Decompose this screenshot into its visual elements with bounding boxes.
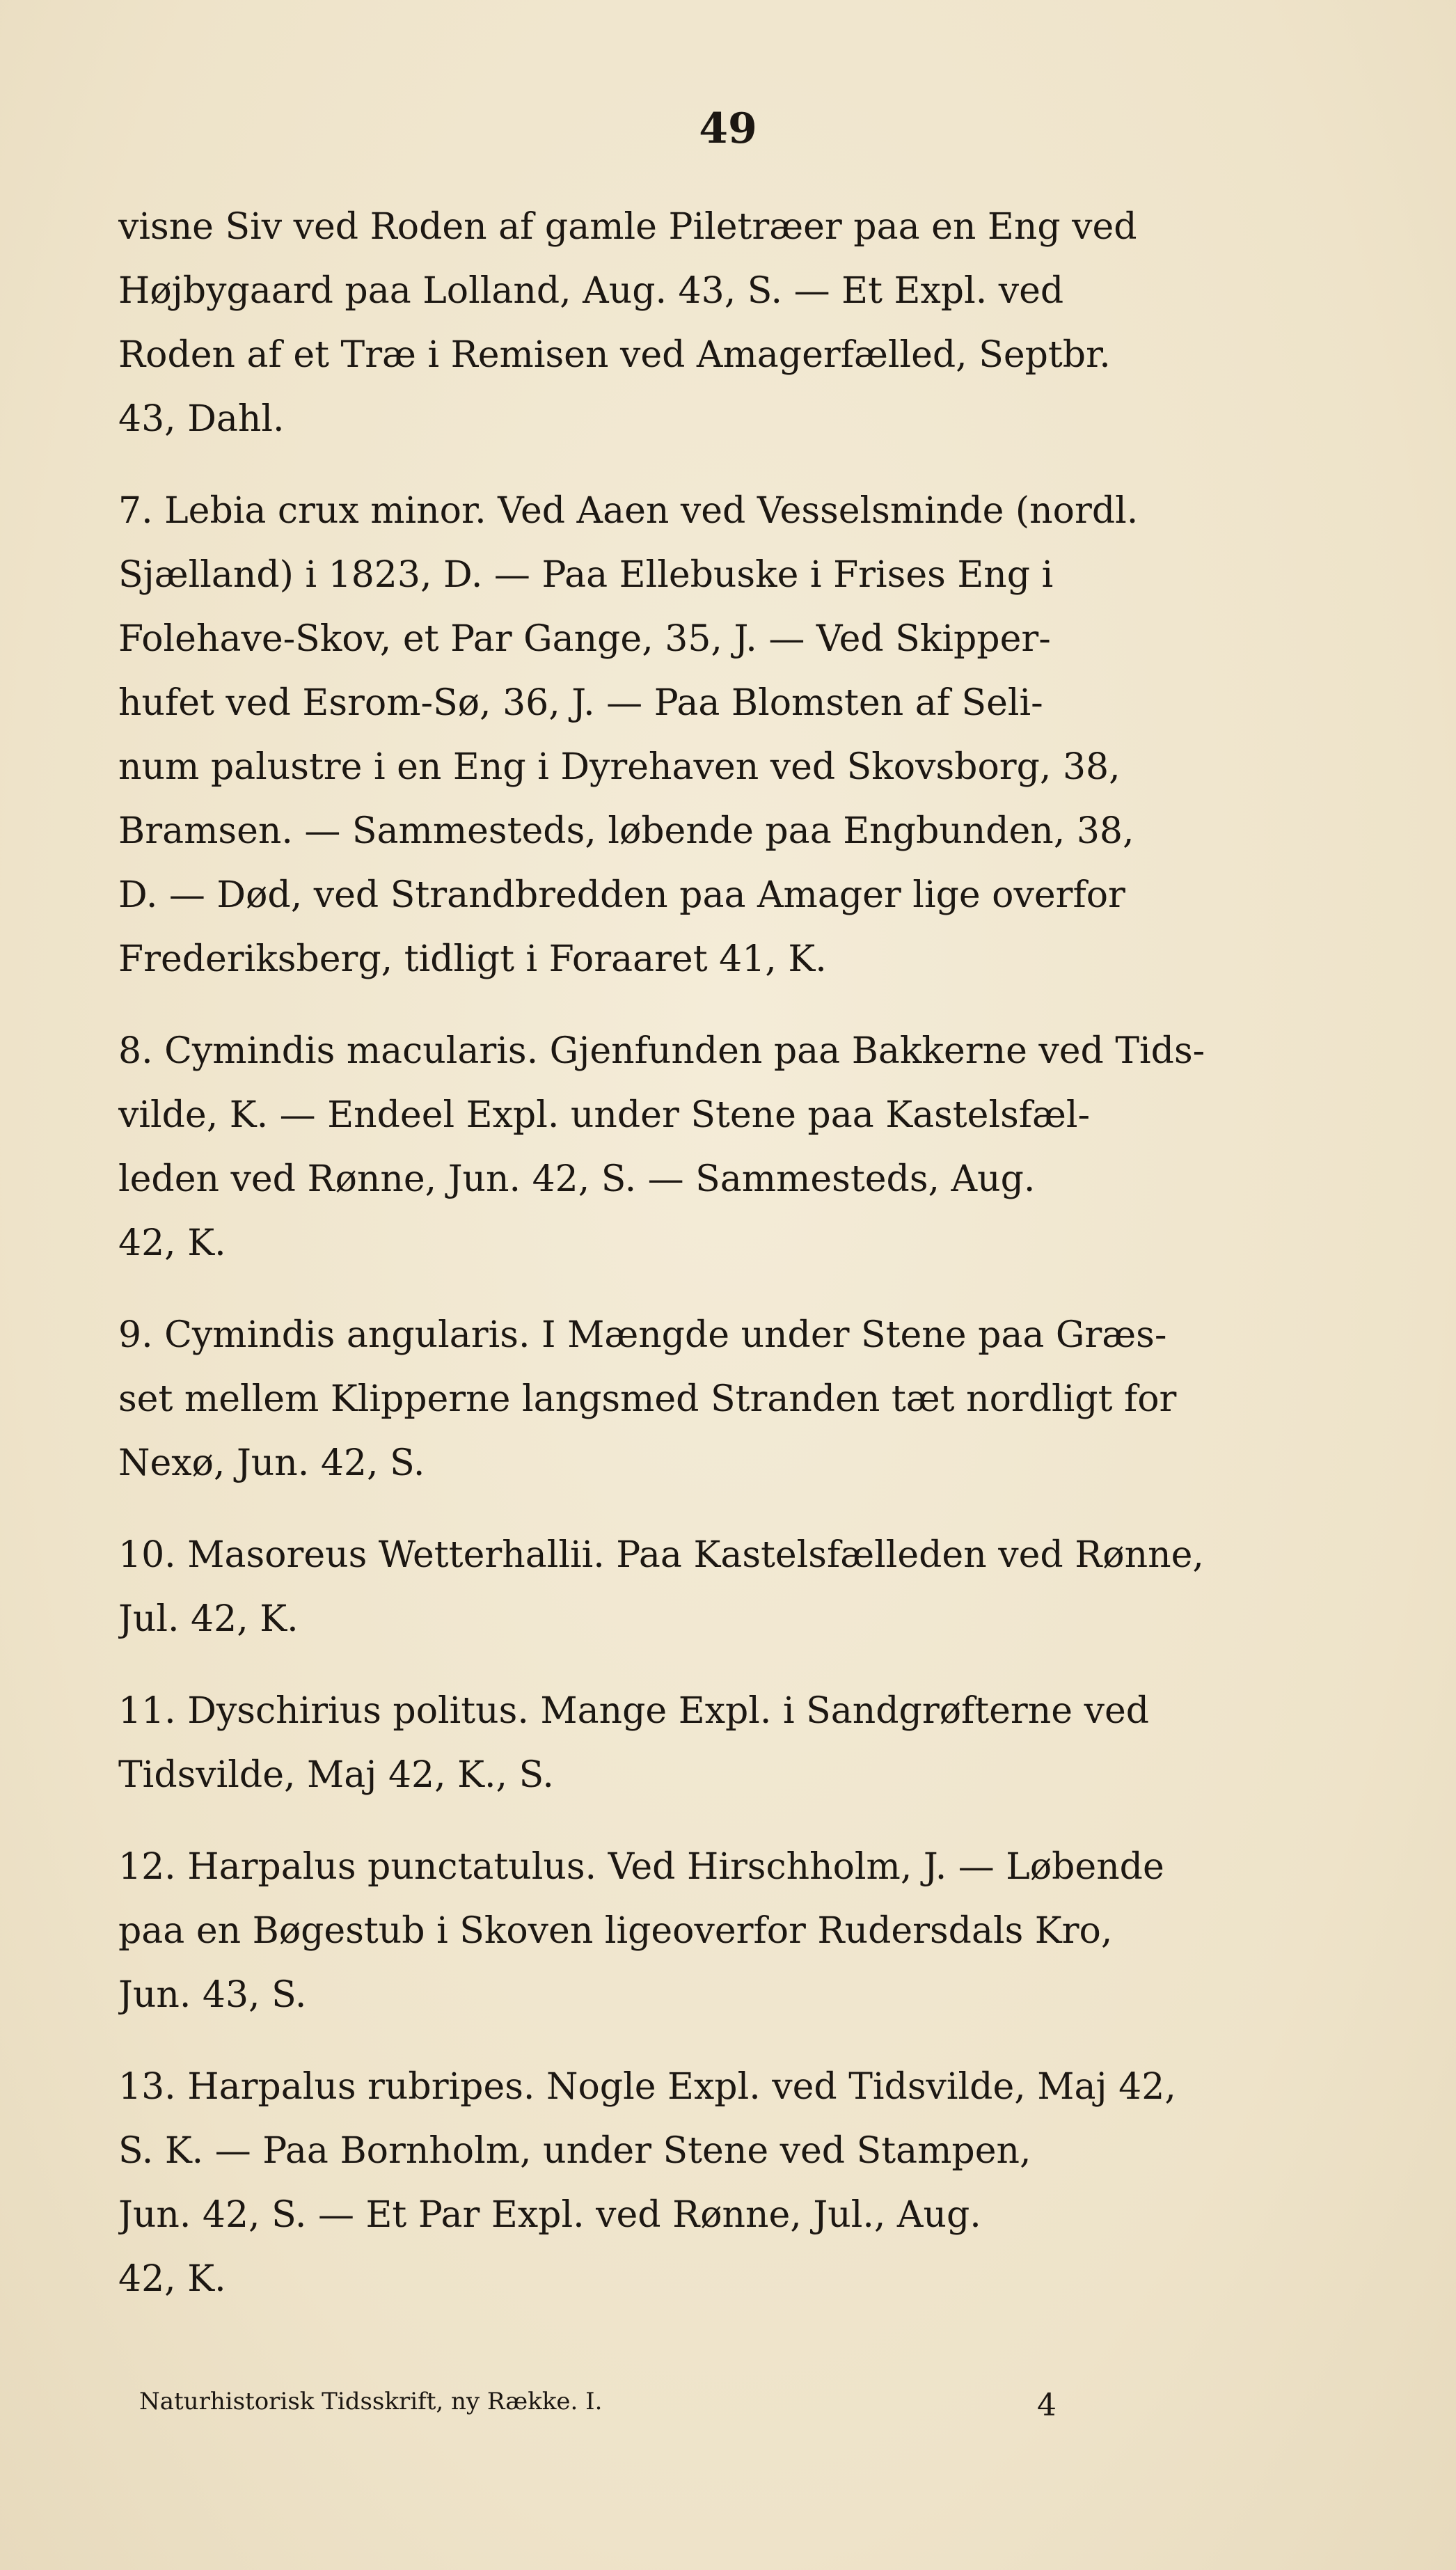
text-line: 10. Masoreus Wetterhallii. Paa Kastelsfælleden ved Rønne,	[118, 1534, 1204, 1576]
species-entry-9	[118, 1303, 1343, 1495]
species-entry-11	[118, 1679, 1343, 1807]
text-line: Nexø, Jun. 42, S.	[118, 1442, 425, 1484]
text-line: Bramsen. — Sammesteds, løbende paa Engbunden, 38,	[118, 810, 1134, 852]
sheet-number: 4	[1037, 2388, 1057, 2423]
text-line: num palustre i en Eng i Dyrehaven ved Skovsborg, 38,	[118, 746, 1121, 788]
text-line: Roden af et Træ i Remisen ved Amagerfælled, Septbr.	[118, 334, 1111, 376]
text-line: visne Siv ved Roden af gamle Piletræer paa en Eng ved	[118, 206, 1137, 248]
text-line: 42, K.	[118, 1222, 226, 1264]
text-line: Højbygaard paa Lolland, Aug. 43, S. — Et Expl. ved	[118, 270, 1064, 312]
text-line: 11. Dyschirius politus. Mange Expl. i Sandgrøfterne ved	[118, 1690, 1150, 1732]
page-footer	[118, 2388, 1343, 2443]
text-line: leden ved Rønne, Jun. 42, S. — Sammesteds, Aug.	[118, 1158, 1036, 1200]
text-line: vilde, K. — Endeel Expl. under Stene paa Kastelsfæl-	[118, 1094, 1091, 1136]
text-line: Folehave-Skov, et Par Gange, 35, J. — Ved Skipper-	[118, 618, 1051, 660]
species-entry-13	[118, 2055, 1343, 2311]
text-line: 8. Cymindis macularis. Gjenfunden paa Bakkerne ved Tids-	[118, 1030, 1205, 1072]
species-entry-7	[118, 479, 1343, 991]
text-line: 9. Cymindis angularis. I Mængde under Stene paa Græs-	[118, 1314, 1167, 1356]
body-text	[118, 195, 1343, 2311]
text-line: Frederiksberg, tidligt i Foraaret 41, K.	[118, 938, 827, 980]
species-entry-8	[118, 1019, 1343, 1275]
species-entry-10	[118, 1523, 1343, 1651]
text-line: 43, Dahl.	[118, 398, 285, 440]
text-line: Jun. 43, S.	[118, 1974, 307, 2016]
text-line: Jun. 42, S. — Et Par Expl. ved Rønne, Jul., Aug.	[118, 2194, 981, 2236]
text-line: Sjælland) i 1823, D. — Paa Ellebuske i Frises Eng i	[118, 554, 1054, 596]
species-entry-12	[118, 1835, 1343, 2027]
text-line: S. K. — Paa Bornholm, under Stene ved Stampen,	[118, 2130, 1031, 2172]
text-line: 7. Lebia crux minor. Ved Aaen ved Vesselsminde (nordl.	[118, 490, 1139, 532]
page-number: 49	[699, 104, 757, 153]
text-line: D. — Død, ved Strandbredden paa Amager lige overfor	[118, 874, 1125, 916]
text-line: Jul. 42, K.	[118, 1598, 299, 1640]
text-line: 12. Harpalus punctatulus. Ved Hirschholm, J. — Løbende	[118, 1846, 1164, 1888]
text-line: 42, K.	[118, 2258, 226, 2300]
text-line: set mellem Klipperne langsmed Stranden tæt nordligt for	[118, 1378, 1177, 1420]
text-line: Tidsvilde, Maj 42, K., S.	[118, 1754, 554, 1796]
text-line: 13. Harpalus rubripes. Nogle Expl. ved Tidsvilde, Maj 42,	[118, 2066, 1176, 2108]
text-line: paa en Bøgestub i Skoven ligeoverfor Rudersdals Kro,	[118, 1910, 1113, 1952]
text-line: hufet ved Esrom-Sø, 36, J. — Paa Blomsten af Seli-	[118, 682, 1043, 724]
signature-line: Naturhistorisk Tidsskrift, ny Række. I.	[139, 2388, 603, 2415]
continuation-paragraph	[118, 195, 1343, 451]
